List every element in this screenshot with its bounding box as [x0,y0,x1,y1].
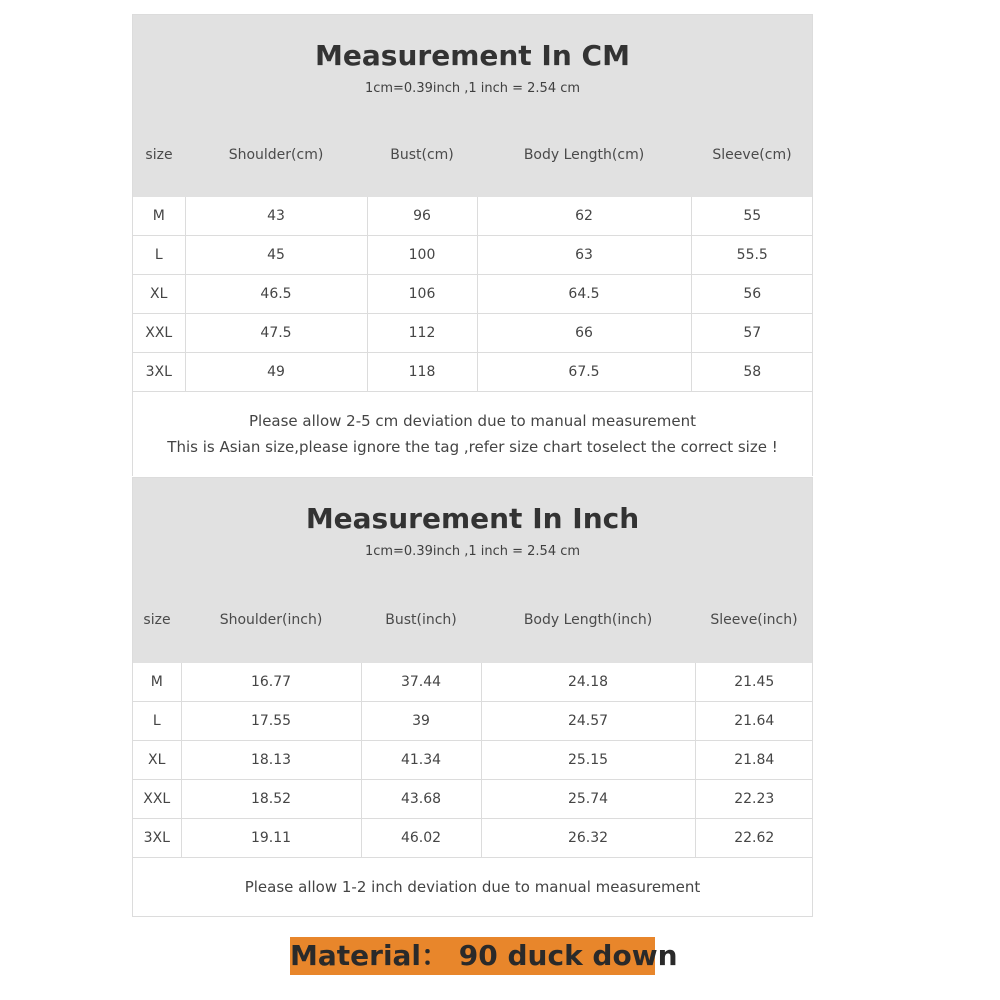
cm-chart-note [133,392,812,460]
size-cell: L [133,702,181,741]
shoulder-cell: 19.11 [181,819,361,858]
table-row [133,197,813,236]
sleeve-cell: 55 [691,197,813,236]
cm-chart-header [133,15,812,197]
sleeve-cell: 22.62 [695,819,813,858]
asian-size-note: This is Asian size,please ignore the tag ,refer size chart toselect the correct size ! [167,438,778,456]
bust-cell: 118 [367,353,477,392]
table-row [133,702,813,741]
shoulder-cell: 46.5 [185,275,367,314]
size-cell: M [133,663,181,702]
table-row [133,819,813,858]
inch-size-table [133,663,813,858]
sleeve-cell: 58 [691,353,813,392]
shoulder-cell: 45 [185,236,367,275]
inch-column-headers [133,612,812,636]
sleeve-cell: 57 [691,314,813,353]
sleeve-cell: 56 [691,275,813,314]
cm-chart-title: Measurement In CM [315,39,630,72]
bust-cell: 39 [361,702,481,741]
table-row [133,314,813,353]
shoulder-cell: 16.77 [181,663,361,702]
sleeve-cell: 21.64 [695,702,813,741]
cm-deviation-note: Please allow 2-5 cm deviation due to manual measurement [248,412,696,430]
shoulder-cell: 17.55 [181,702,361,741]
sleeve-cell: 22.23 [695,780,813,819]
body-length-cell: 24.18 [481,663,695,702]
cm-header-bust: Bust(cm) [390,147,454,163]
shoulder-cell: 18.13 [181,741,361,780]
material-banner: Material： 90 duck down [290,937,655,975]
bust-cell: 112 [367,314,477,353]
size-cell: L [133,236,185,275]
table-row [133,353,813,392]
cm-size-table [133,197,813,392]
sleeve-cell: 21.84 [695,741,813,780]
body-length-cell: 24.57 [481,702,695,741]
size-cell: 3XL [133,353,185,392]
inch-header-body-length: Body Length(inch) [523,612,653,628]
body-length-cell: 25.15 [481,741,695,780]
body-length-cell: 66 [477,314,691,353]
inch-header-size: size [143,612,171,628]
cm-column-headers [133,147,812,171]
bust-cell: 43.68 [361,780,481,819]
table-row [133,275,813,314]
bust-cell: 37.44 [361,663,481,702]
cm-header-body-length: Body Length(cm) [523,147,645,163]
cm-header-shoulder: Shoulder(cm) [228,147,324,163]
shoulder-cell: 49 [185,353,367,392]
sleeve-cell: 55.5 [691,236,813,275]
inch-chart-title: Measurement In Inch [305,502,640,535]
shoulder-cell: 43 [185,197,367,236]
cm-size-chart [132,14,813,476]
bust-cell: 106 [367,275,477,314]
table-row [133,663,813,702]
cm-chart-conversion: 1cm=0.39inch ,1 inch = 2.54 cm [364,81,581,96]
shoulder-cell: 47.5 [185,314,367,353]
bust-cell: 96 [367,197,477,236]
size-cell: XXL [133,780,181,819]
bust-cell: 41.34 [361,741,481,780]
shoulder-cell: 18.52 [181,780,361,819]
inch-header-shoulder: Shoulder(inch) [219,612,323,628]
cm-header-sleeve: Sleeve(cm) [712,147,792,163]
inch-chart-conversion: 1cm=0.39inch ,1 inch = 2.54 cm [364,544,581,559]
size-cell: XL [133,741,181,780]
size-cell: XXL [133,314,185,353]
size-cell: M [133,197,185,236]
table-row [133,236,813,275]
body-length-cell: 63 [477,236,691,275]
body-length-cell: 25.74 [481,780,695,819]
body-length-cell: 67.5 [477,353,691,392]
table-row [133,780,813,819]
bust-cell: 46.02 [361,819,481,858]
inch-chart-note [133,858,812,900]
size-cell: XL [133,275,185,314]
table-row [133,741,813,780]
inch-size-chart [132,477,813,917]
inch-header-sleeve: Sleeve(inch) [710,612,798,628]
body-length-cell: 26.32 [481,819,695,858]
sleeve-cell: 21.45 [695,663,813,702]
inch-header-bust: Bust(inch) [385,612,457,628]
cm-header-size: size [145,147,173,163]
body-length-cell: 64.5 [477,275,691,314]
size-cell: 3XL [133,819,181,858]
bust-cell: 100 [367,236,477,275]
inch-chart-header [133,478,812,663]
body-length-cell: 62 [477,197,691,236]
inch-deviation-note: Please allow 1-2 inch deviation due to manual measurement [244,878,701,896]
